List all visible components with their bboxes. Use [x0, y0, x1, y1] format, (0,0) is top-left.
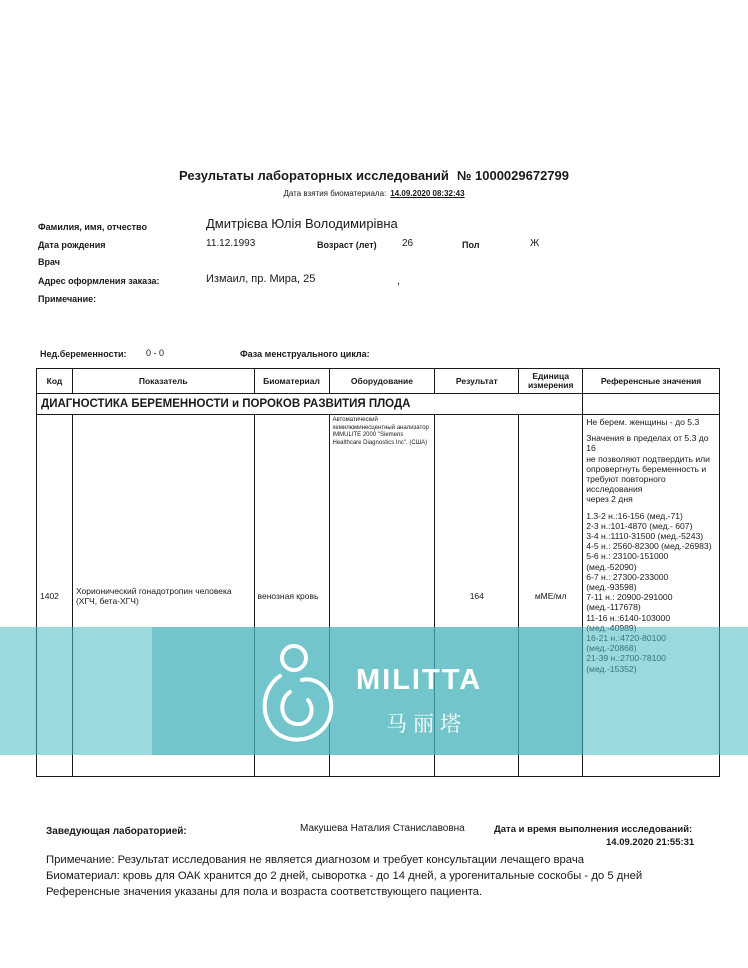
watermark-brand: MILITTA — [356, 664, 483, 696]
reference-week-line: 2-3 н.:101-4870 (мед.- 607) — [586, 520, 693, 531]
col-header-indicator: Показатель — [72, 369, 254, 394]
col-header-code: Код — [37, 369, 73, 394]
section-row — [37, 394, 720, 415]
section-title: ДИАГНОСТИКА БЕРЕМЕННОСТИ и ПОРОКОВ РАЗВИТИЯ ПЛОДА — [37, 394, 583, 415]
militta-logo-icon — [250, 636, 340, 746]
section-empty-cell — [583, 394, 720, 415]
row-indicator: Хорионический гонадотропин человека (ХГЧ, бета-ХГЧ) — [72, 415, 254, 777]
pregnancy-week-label: Нед.беременности: — [40, 349, 127, 359]
footer-note-1: Примечание: Результат исследования не является диагнозом и требует консультации лечащего врача — [46, 854, 584, 866]
address-label: Адрес оформления заказа: — [38, 276, 160, 286]
age-value: 26 — [402, 238, 414, 249]
reference-week-line: 7-11 н.: 20900-291000 (мед.-117678) — [586, 592, 673, 613]
sample-date-line — [0, 189, 748, 198]
reference-intro-line: Значения в пределах от 5.3 до 16 — [586, 433, 709, 454]
report-title-text: Результаты лабораторных исследований — [178, 168, 449, 183]
col-header-biomaterial: Биоматериал — [254, 369, 329, 394]
watermark-brand-cn: 马丽塔 — [386, 713, 467, 736]
age-label: Возраст (лет) — [317, 240, 377, 250]
table-header-row — [37, 369, 720, 394]
reference-intro-line: через 2 дня — [586, 494, 633, 505]
reference-intro-line: опровергнуть беременность и — [586, 463, 707, 474]
sample-date-value: 14.09.2020 08:32:43 — [390, 189, 465, 198]
row-biomaterial: венозная кровь — [254, 415, 329, 777]
reference-week-line: 3-4 н.:1110-31500 (мед.-5243) — [586, 531, 704, 542]
col-header-reference: Референсные значения — [583, 369, 720, 394]
completed-label: Дата и время выполнения исследований: — [494, 824, 693, 835]
doctor-label: Врач — [38, 257, 61, 267]
col-header-unit: Единица измерения — [519, 369, 583, 394]
reference-week-line: 11-16 н.:6140-103000 — [586, 612, 671, 623]
cycle-phase-label: Фаза менструального цикла: — [240, 349, 370, 359]
reference-intro-line: Не берем. женщины - до 5.3 — [586, 417, 700, 427]
dob-label: Дата рождения — [38, 240, 106, 250]
address-value: Измаил, пр. Мира, 25 — [206, 273, 316, 285]
col-header-result: Результат — [435, 369, 519, 394]
address-mark: , — [397, 275, 401, 287]
sex-value: Ж — [530, 238, 540, 249]
reference-week-line: 4-5 н.: 2560-82300 (мед.-26983) — [586, 541, 712, 552]
name-label: Фамилия, имя, отчество — [38, 222, 147, 232]
lab-head-label: Заведующая лабораторией: — [46, 826, 187, 837]
note-label: Примечание: — [38, 294, 97, 304]
col-header-equipment: Оборудование — [329, 369, 435, 394]
reference-week-line: 6-7 н.: 27300-233000 (мед.-93598) — [586, 571, 669, 593]
sex-label: Пол — [462, 240, 480, 250]
row-code: 1402 — [37, 415, 73, 777]
row-result: 164 — [435, 415, 519, 777]
dob-value: 11.12.1993 — [206, 238, 256, 249]
row-unit: мМЕ/мл — [519, 415, 583, 777]
sample-date-label: Дата взятия биоматериала: — [283, 189, 387, 198]
lab-head-name: Макушева Наталия Станиславовна — [300, 823, 465, 834]
report-number: № 1000029672799 — [456, 168, 569, 183]
patient-name: Дмитрієва Юлія Володимирівна — [206, 216, 398, 231]
footer-note-2: Биоматериал: кровь для ОАК хранится до 2 дней, сыворотка - до 14 дней, а урогенитальные соскобы - до 5 дней — [46, 870, 643, 882]
pregnancy-week-value: 0 - 0 — [146, 348, 165, 358]
reference-intro — [586, 417, 716, 511]
footer-note-3: Референсные значения указаны для пола и возраста соответствующего пациента. — [46, 886, 483, 898]
reference-intro-line: не позволяют подтвердить или — [586, 453, 710, 464]
reference-week-line: 5-6 н.: 23100-151000 (мед.-52090) — [586, 551, 669, 572]
report-title — [0, 168, 748, 183]
row-equipment: Автоматический хемилюминесцентный анализатор IMMULITE 2000 "Siemens Healthcare Diagnostics Inc". (США) — [329, 415, 435, 777]
footer-notes — [46, 852, 642, 900]
reference-intro-line: требуют повторного исследования — [586, 474, 666, 495]
completed-value: 14.09.2020 21:55:31 — [606, 837, 695, 848]
reference-week-line: 1.3-2 н.:16-156 (мед.-71) — [586, 510, 683, 521]
